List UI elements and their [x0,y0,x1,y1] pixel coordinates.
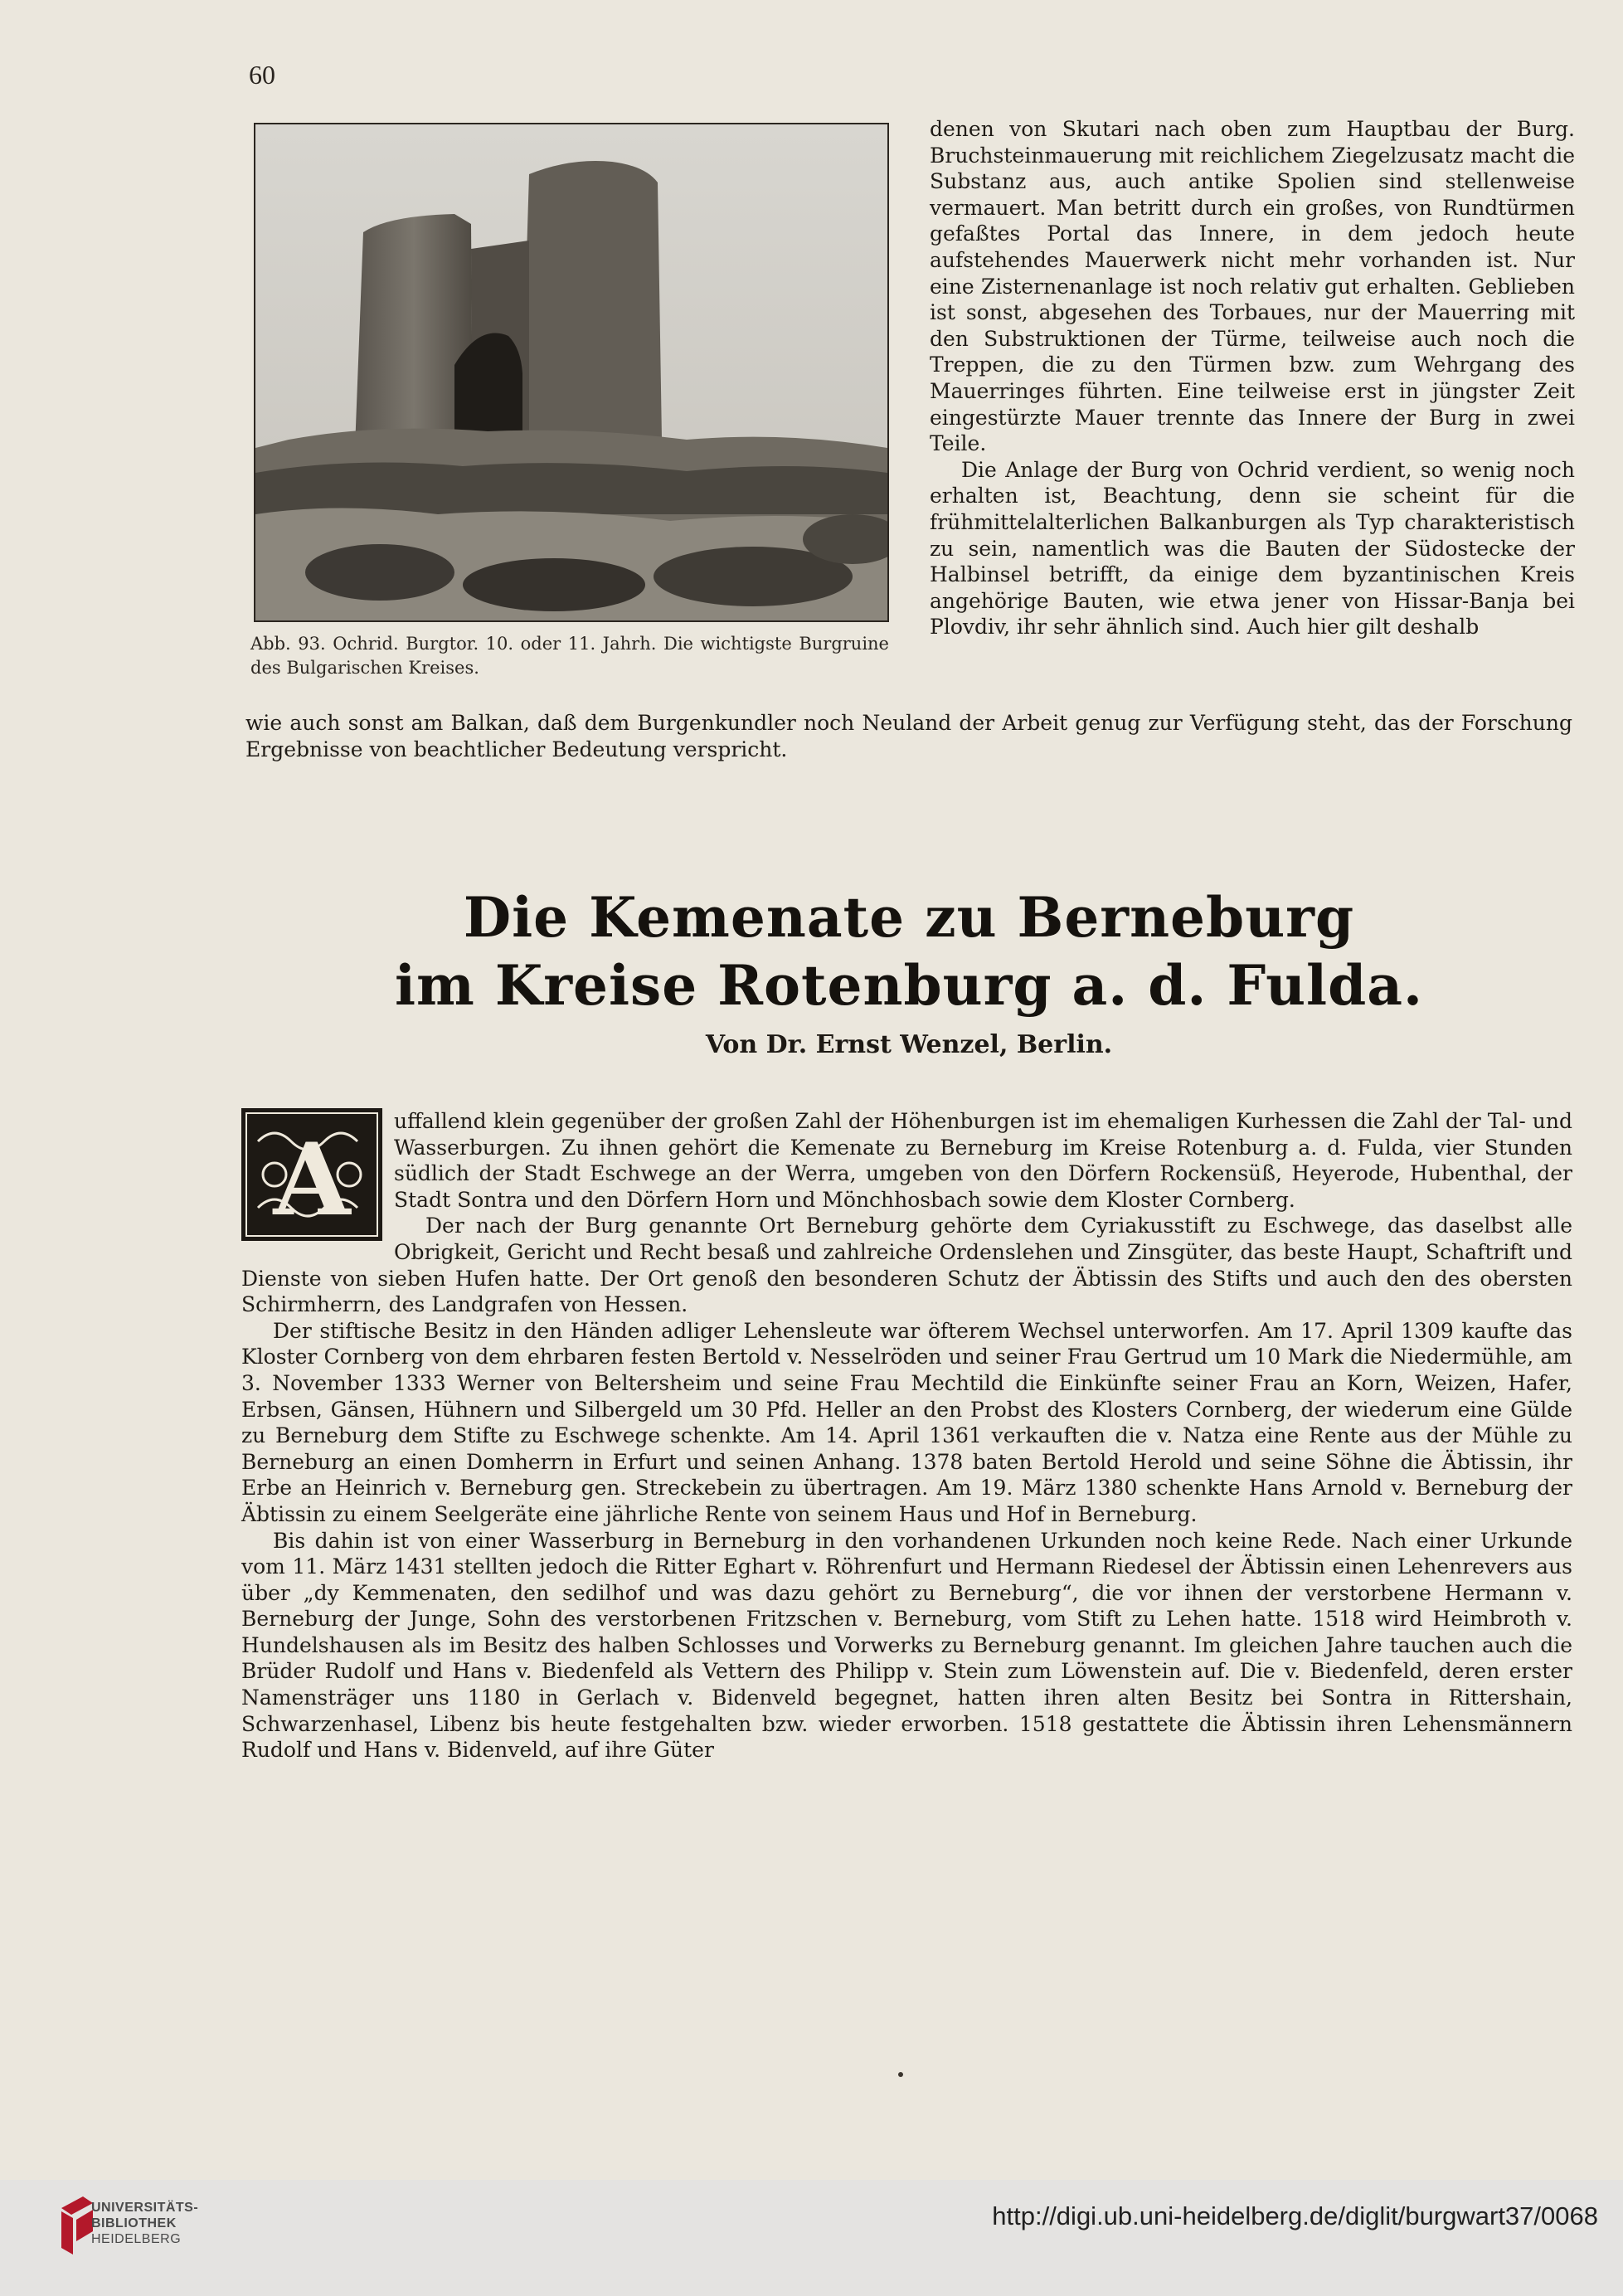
castle-photograph [254,123,889,622]
article-title-line-2: im Kreise Rotenburg a. d. Fulda. [394,953,1424,1018]
library-name-line: UNIVERSITÄTS- [91,2201,199,2215]
page-number: 60 [249,60,275,90]
library-name[interactable] [91,2200,198,2247]
paragraph: denen von Skutari nach oben zum Hauptbau der Burg. Bruchsteinmauerung mit reichlichem Ziegelzusatz macht die Substanz aus, auch antike Spolien sind stellenweise vermauert. Man betritt durch ein großes, von Rundtürmen gefaßtes Portal das Innere, in dem jedoch heute aufstehendes Mauerwerk nicht mehr vorhanden ist. Nur eine Zisternenanlage ist noch relativ gut erhalten. Geblieben ist sonst, abgesehen des Torbaues, nur der Mauerring mit den Substruktionen der Türme, teilweise auch noch die Treppen, die zu den Türmen bzw. zum Wehrgang des Mauerringes führten. Eine teilweise erst in jüngster Zeit eingestürzte Mauer trennte das Innere der Burg in zwei Teile. [930,117,1575,456]
castle-gate-image [255,124,887,620]
paragraph: Bis dahin ist von einer Wasserburg in Berneburg in den vorhandenen Urkunden noch keine Rede. Nach einer Urkunde vom 11. März 1431 stellten jedoch die Ritter Eghart v. Röhrenfurt und Hermann Riedesel der Äbtissin einen Lehenrevers aus über „dy Kemmenaten, den sedilhof und was dazu gehört zu Berneburg“, die vor ihnen der verstorbene Hermann v. Berneburg der Junge, Sohn des verstorbenen Fritzschen v. Berneburg, vom Stift zu Lehen hatte. 1518 wird Heimbroth v. Hundelshausen als im Besitz des halben Schlosses und Vorwerks zu Berneburg genannt. Im gleichen Jahre tauchen auch die Brüder Rudolf und Hans v. Biedenfeld als Vettern des Philipp v. Stein zum Löwenstein auf. Die v. Biedenfeld, deren erster Namensträger uns 1180 in Gerlach v. Bidenveld begegnet, hatten ihren alten Besitz bei Sontra in Rittershain, Schwarzenhasel, Libenz bis heute festgehalten bzw. wieder erworben. 1518 gestattete die Äbtissin ihren Lehensmännern Rudolf und Hans v. Bidenveld, auf ihre Güter [241,1528,1572,1763]
article-title-line-1: Die Kemenate zu Berneburg [463,885,1355,950]
page-speck [898,2072,903,2077]
article-body [241,1108,1572,1763]
dropcap-letter: A [273,1121,351,1238]
paragraph: Der stiftische Besitz in den Händen adliger Lehensleute war öfterem Wechsel unterworfen. Am 17. April 1309 kaufte das Kloster Cornberg von dem ehrbaren festen Bertold v. Nesselröden und seiner Frau Gertrud um 10 Mark die Niedermühle, am 3. November 1333 Werner von Beltersheim und seine Frau Mechtild die Einkünfte seiner Frau an Korn, Weizen, Hafer, Erbsen, Gänsen, Hühnern und Silbergeld um 30 Pfd. Heller an den Probst des Klosters Cornberg, der wiederum eine Gülde zu Berneburg dem Stifte zu Eschwege schenkte. Am 14. April 1361 verkauften die v. Natza eine Rente aus der Mühle zu Berneburg an einen Domherrn in Erfurt und seinen Anhang. 1378 baten Bertold Herold und seine Söhne die Äbtissin, ihr Erbe an Heinrich v. Berneburg gen. Streckebein zu übertragen. Am 19. März 1380 schenkte Hans Arnold v. Berneburg der Äbtissin zu einem Seelgeräte eine jährliche Rente von seinem Haus und Hof in Berneburg. [241,1318,1572,1526]
dropcap-ornament-icon [241,1108,382,1241]
library-name-line: HEIDELBERG [91,2232,182,2246]
ornamental-dropcap [241,1108,382,1241]
viewer-footer [0,2180,1623,2296]
paragraph: Der nach der Burg genannte Ort Berneburg gehörte dem Cyriakusstift zu Eschwege, das daselbst alle Obrigkeit, Gericht und Recht besaß und zahlreiche Ordenslehen und Zinsgüter, das beste Haupt, Schaftrift und Dienste von sieben Hufen hatte. Der Ort genoß den besonderen Schutz der Äbtissin des Stifts und auch den des obersten Schirmherrn, des Landgrafen von Hessen. [241,1214,1572,1317]
document-url[interactable]: http://digi.ub.uni-heidelberg.de/diglit/burgwart37/0068 [992,2201,1598,2230]
continuation-paragraph: wie auch sonst am Balkan, daß dem Burgenkundler noch Neuland der Arbeit genug zur Verfügung steht, das der Forschung Ergebnisse von beachtlicher Bedeutung verspricht. [245,711,1572,761]
article-byline: Von Dr. Ernst Wenzel, Berlin. [705,1030,1113,1059]
figure-caption: Abb. 93. Ochrid. Burgtor. 10. oder 11. Jahrh. Die wichtigste Burgruine des Bulgarischen Kreises. [250,634,889,678]
paragraph: uffallend klein gegenüber der großen Zahl der Höhenburgen ist im ehemaligen Kurhessen die Zahl der Tal- und Wasserburgen. Zu ihnen gehört die Kemenate zu Berneburg im Kreise Rotenburg a. d. Fulda, vier Stunden südlich der Stadt Eschwege an der Werra, umgeben von den Dörfern Rockensüß, Heyerode, Hubenthal, der Stadt Sontra und den Dörfern Horn und Mönchhosbach sowie dem Kloster Cornberg. [394,1109,1572,1212]
paragraph: Die Anlage der Burg von Ochrid verdient, so wenig noch erhalten ist, Beachtung, denn sie scheint für die frühmittelalterlichen Balkanburgen als Typ charakteristisch zu sein, namentlich was die Bauten der Südostecke der Halbinsel betrifft, da einige dem byzantinischen Kreis angehörige Bauten, wie etwa jener von Hissar-Banja bei Plovdiv, ihr sehr ähnlich sind. Auch hier gilt deshalb [930,457,1575,640]
right-column [930,116,1575,640]
library-name-line: BIBLIOTHEK [91,2216,177,2230]
